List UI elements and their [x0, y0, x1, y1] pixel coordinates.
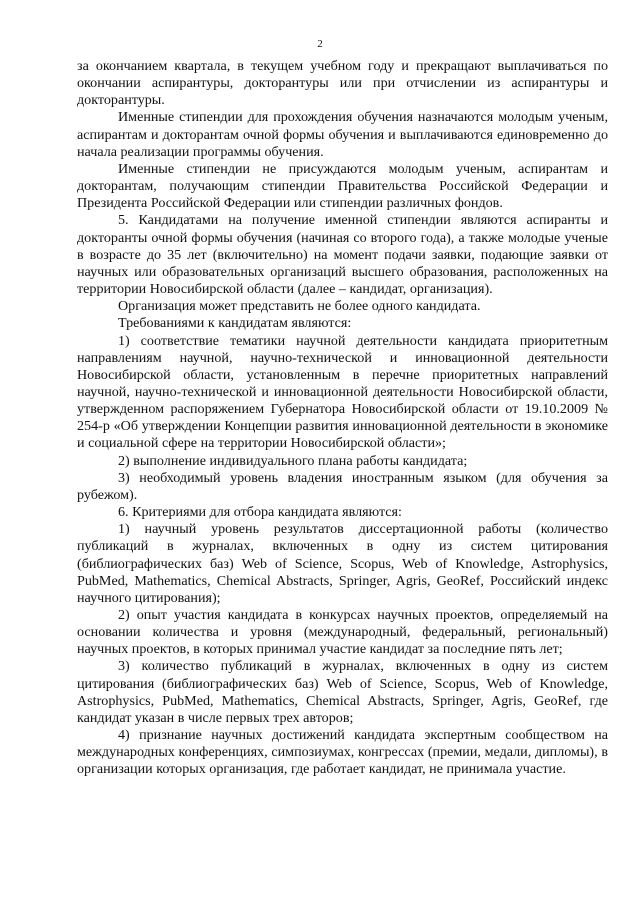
paragraph: Именные стипендии для прохождения обучения назначаются молодым ученым, аспирантам и докторантам очной формы обучения и выплачиваются единовременно до начала реализации программы обучения.: [77, 109, 608, 160]
paragraph: за окончанием квартала, в текущем учебном году и прекращают выплачиваться по окончании аспирантуры, докторантуры или при отчислении из аспирантуры и докторантуры.: [77, 58, 608, 109]
paragraph: 1) научный уровень результатов диссертационной работы (количество публикаций в журналах, включенных в одну из систем цитирования (библиографических баз) Web of Science, Scopus, Web of Knowledge, Astrophysics, PubMed, Mathematics, Chemical Abstracts, Springer, Agris, GeoRef, Российский индекс научного цитирования);: [77, 521, 608, 606]
paragraph: 2) выполнение индивидуального плана работы кандидата;: [118, 452, 468, 469]
paragraph: Требованиями к кандидатам являются:: [118, 315, 352, 332]
paragraph: 5. Кандидатами на получение именной стипендии являются аспиранты и докторанты очной формы обучения (начиная со второго года), а также молодые ученые в возрасте до 35 лет (включительно) на момент подачи заявки, подающие заявки от научных или образовательных организаций высшего образования, расположенных на территории Новосибирской области (далее – кандидат, организация).: [77, 212, 608, 298]
page-number: 2: [317, 38, 323, 50]
paragraph: 6. Критериями для отбора кандидата являются:: [118, 504, 402, 521]
paragraph: 4) признание научных достижений кандидата экспертным сообществом на международных конференциях, симпозиумах, конгрессах (премии, медали, дипломы), в организации которых организация, где работает кандидат, не принимала участие.: [77, 727, 608, 778]
paragraph: 3) количество публикаций в журналах, включенных в одну из систем цитирования (библиографических баз) Web of Science, Scopus, Web of Knowledge, Astrophysics, PubMed, Mathematics, Chemical Abstracts, Springer, Agris, GeoRef, где кандидат указан в числе первых трех авторов;: [77, 658, 608, 726]
document-body: [77, 58, 608, 779]
paragraph: Именные стипендии не присуждаются молодым ученым, аспирантам и докторантам, получающим стипендии Правительства Российской Федерации и Президента Российской Федерации или стипендии различных фондов.: [77, 160, 608, 212]
paragraph: 3) необходимый уровень владения иностранным языком (для обучения за рубежом).: [77, 469, 608, 503]
paragraph: 2) опыт участия кандидата в конкурсах научных проектов, определяемый на основании количества и уровня (международный, федеральный, региональный) научных проектов, в которых принимал участие кандидат за последние пять лет;: [77, 607, 608, 658]
paragraph: 1) соответствие тематики научной деятельности кандидата приоритетным направлениям научной, научно-технической и инновационной деятельности Новосибирской области, установленным в перечне приоритетных направлений научной, научно-технической и инновационной деятельности Новосибирской области, утвержденном распоряжением Губернатора Новосибирской области от 19.10.2009 № 254-р «Об утверждении Концепции развития инновационной деятельности в экономике и социальной сфере на территории Новосибирской области»;: [77, 332, 608, 452]
paragraph: Организация может представить не более одного кандидата.: [118, 298, 481, 315]
